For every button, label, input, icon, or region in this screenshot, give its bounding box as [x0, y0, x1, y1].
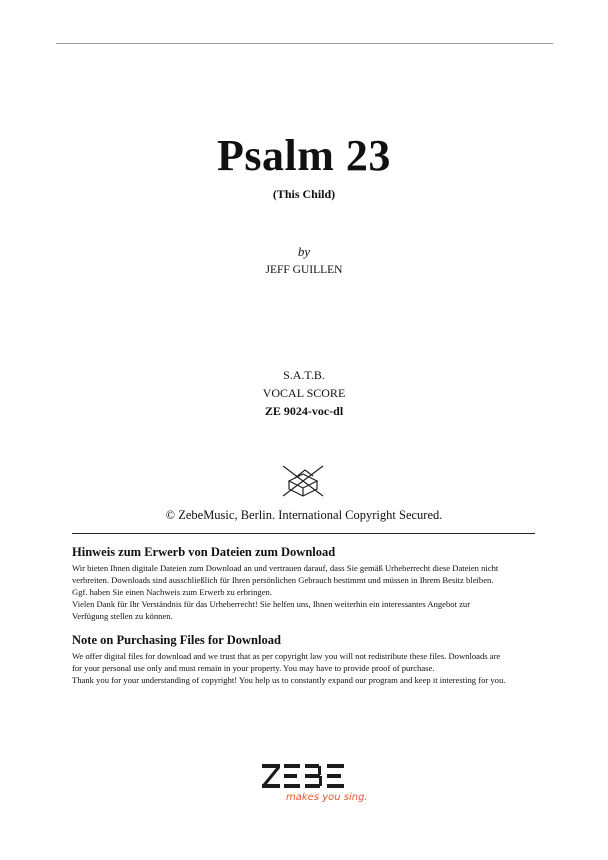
zebe-wordmark: [262, 762, 346, 790]
catalog-number: ZE 9024-voc-dl: [264, 404, 344, 418]
notice-english: [72, 633, 542, 686]
notice-english-line: for your personal use only and must remain in your property. You may have to provide proof of purchase.: [72, 663, 435, 673]
by-label: by: [297, 244, 311, 259]
notice-german-heading: Hinweis zum Erwerb von Dateien zum Download: [72, 545, 336, 559]
composer-name: JEFF GUILLEN: [265, 264, 343, 276]
top-rule: [56, 43, 553, 44]
zebe-logo: [262, 762, 368, 810]
page-subtitle: (This Child): [272, 187, 336, 201]
notice-english-heading: Note on Purchasing Files for Download: [72, 633, 281, 647]
crossed-out-copier-icon: [281, 464, 325, 498]
notice-german-line: Wir bieten Ihnen digitale Dateien zum Download an und vertrauen darauf, dass Sie gemäß Urheberrecht diese Dateien nicht: [72, 563, 499, 573]
page-title: Psalm 23: [217, 131, 391, 180]
notice-english-line: Thank you for your understanding of copyright! You help us to constantly expand our program and keep it interesting for you.: [72, 675, 506, 685]
section-divider: [72, 533, 535, 534]
score-type: VOCAL SCORE: [262, 386, 346, 400]
notice-german-line: verbreiten. Downloads sind ausschließlich für Ihren persönlichen Gebrauch bestimmt und müssen in Ihrem Besitz bleiben.: [72, 575, 494, 585]
logo-tagline: makes you sing.: [286, 792, 368, 803]
notice-german-line: Ggf. haben Sie einen Nachweis zum Erwerb zu erbringen.: [72, 587, 272, 597]
copyright-notice: © ZebeMusic, Berlin. International Copyright Secured.: [165, 508, 443, 522]
notice-german-line: Verfügung stellen zu können.: [72, 611, 173, 621]
voicing: S.A.T.B.: [283, 368, 325, 382]
notice-english-line: We offer digital files for download and we trust that as per copyright law you will not redistribute these files. Downloads are: [72, 651, 501, 661]
notice-german-line: Vielen Dank für Ihr Verständnis für das Urheberrecht! Sie helfen uns, Ihnen weiterhin ein interessantes Angebot zur: [72, 599, 471, 609]
notice-german: [72, 545, 542, 622]
